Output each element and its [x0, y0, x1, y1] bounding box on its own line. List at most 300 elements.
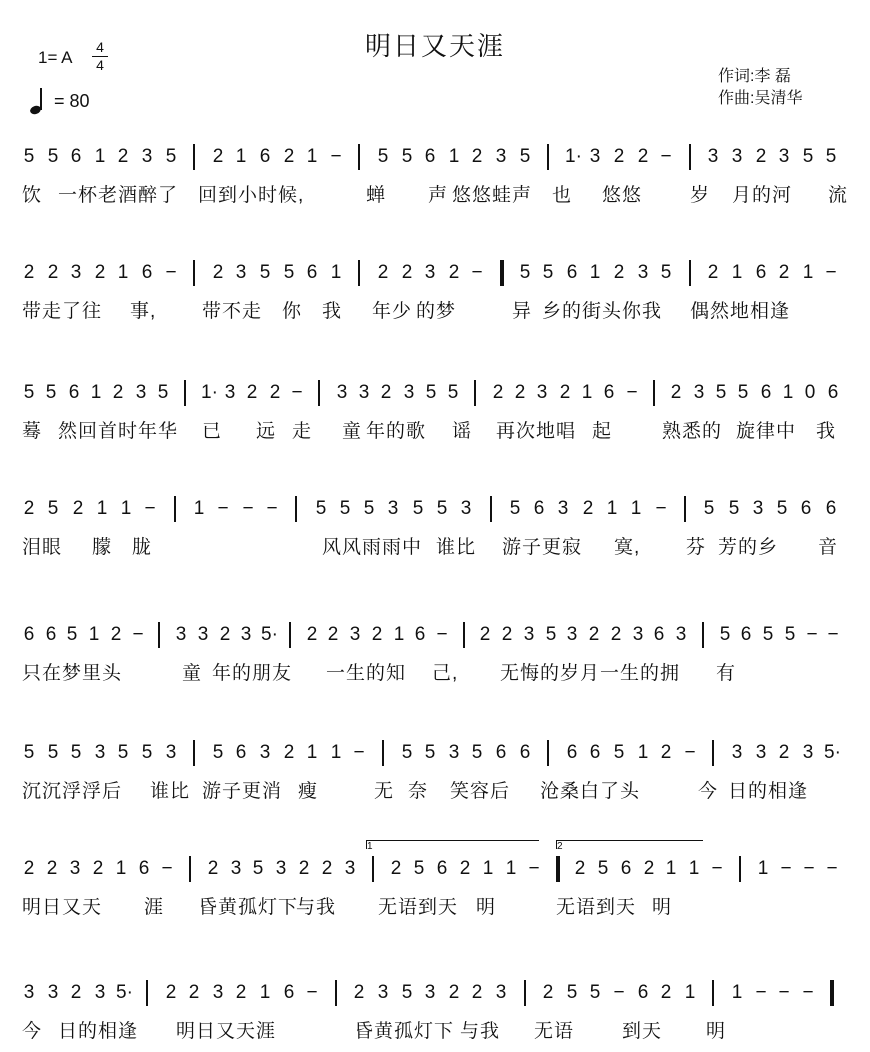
- note: 5: [141, 742, 153, 763]
- note: −: [436, 624, 448, 645]
- note: 1: [448, 146, 460, 167]
- note: 1: [120, 498, 132, 519]
- note: 2: [212, 146, 224, 167]
- note: 2: [574, 858, 586, 879]
- lyric: 明: [706, 1021, 727, 1042]
- lyric: 也: [552, 185, 573, 206]
- note: 3: [637, 262, 649, 283]
- note: 3: [235, 262, 247, 283]
- lyric: 明: [652, 897, 673, 918]
- lyric: 无: [374, 781, 395, 802]
- lyric: 谁比: [150, 781, 191, 802]
- lyric: 风风雨雨中: [322, 537, 423, 558]
- barline: [830, 980, 834, 1006]
- note: −: [613, 982, 625, 1003]
- key-signature: 1= A: [38, 48, 73, 67]
- barline: [712, 980, 714, 1006]
- lyric: 沧桑白了头: [540, 781, 641, 802]
- note: 1: [96, 498, 108, 519]
- note: 5: [47, 742, 59, 763]
- note: 2: [327, 624, 339, 645]
- note: 2: [390, 858, 402, 879]
- note: 2: [70, 982, 82, 1003]
- note: 3: [589, 146, 601, 167]
- lyric: 日的相逢: [58, 1021, 139, 1042]
- barline: [158, 622, 160, 648]
- note: 5: [66, 624, 78, 645]
- lyric: 寞,: [614, 537, 641, 558]
- lyric: 音: [818, 537, 839, 558]
- note: 5: [252, 858, 264, 879]
- score-system: [22, 372, 848, 452]
- note: 6: [495, 742, 507, 763]
- note: 1: [94, 146, 106, 167]
- lyric: 今: [22, 1021, 43, 1042]
- note: 2: [246, 382, 258, 403]
- barline: [547, 144, 549, 170]
- barline: [500, 260, 504, 286]
- score-system: [22, 614, 848, 694]
- note: 6: [620, 858, 632, 879]
- notes-line: [22, 372, 848, 412]
- note: 2: [707, 262, 719, 283]
- note: 1: [581, 382, 593, 403]
- note: 5: [660, 262, 672, 283]
- barline: [702, 622, 704, 648]
- note: 5: [70, 742, 82, 763]
- note: 5: [212, 742, 224, 763]
- barline: [174, 496, 176, 522]
- lyric: 声: [428, 185, 449, 206]
- note: 3: [448, 742, 460, 763]
- score-system: [22, 488, 848, 568]
- note: 5: [117, 742, 129, 763]
- note: 1: [259, 982, 271, 1003]
- lyrics-line: [22, 776, 848, 804]
- note: 3: [778, 146, 790, 167]
- note: 2: [269, 382, 281, 403]
- lyric: 无语: [534, 1021, 575, 1042]
- note: 2: [559, 382, 571, 403]
- note: 2: [492, 382, 504, 403]
- lyric: 回到小时候,: [198, 185, 305, 206]
- lyric: 一杯老酒醉了: [58, 185, 179, 206]
- credits: [718, 66, 802, 110]
- barline: [372, 856, 374, 882]
- note: 2: [471, 146, 483, 167]
- barline: [524, 980, 526, 1006]
- note: −: [825, 262, 837, 283]
- note: 2: [371, 624, 383, 645]
- note: −: [780, 858, 792, 879]
- note: 2: [283, 742, 295, 763]
- lyric: 涯: [256, 1021, 277, 1042]
- note: 3: [165, 742, 177, 763]
- note: 2: [613, 146, 625, 167]
- note: 2: [637, 146, 649, 167]
- note: 1: [782, 382, 794, 403]
- note: −: [242, 498, 254, 519]
- note: 0: [804, 382, 816, 403]
- note: 2: [588, 624, 600, 645]
- note: 3: [495, 982, 507, 1003]
- note: 5·: [116, 982, 133, 1003]
- note: 6: [653, 624, 665, 645]
- lyric: 已: [202, 421, 223, 442]
- note: 5: [519, 262, 531, 283]
- barline: [463, 622, 465, 648]
- lyric: 饮: [22, 185, 43, 206]
- notes-line: [22, 488, 848, 528]
- note: 2: [401, 262, 413, 283]
- note: 6: [566, 262, 578, 283]
- note: 5: [737, 382, 749, 403]
- note: 2: [23, 262, 35, 283]
- note: 6: [760, 382, 772, 403]
- note: −: [802, 982, 814, 1003]
- lyric: 我: [816, 421, 837, 442]
- barline: [289, 622, 291, 648]
- note: 5: [339, 498, 351, 519]
- note: 5: [47, 498, 59, 519]
- note: 2: [219, 624, 231, 645]
- note: 6: [740, 624, 752, 645]
- note: 5: [447, 382, 459, 403]
- note: −: [684, 742, 696, 763]
- note: 3: [523, 624, 535, 645]
- notes-line: [22, 136, 848, 176]
- note: −: [778, 982, 790, 1003]
- note: 3: [69, 858, 81, 879]
- note: 5: [401, 146, 413, 167]
- note: 3: [566, 624, 578, 645]
- lyric: 带不走: [202, 301, 263, 322]
- barline: [490, 496, 492, 522]
- note: 5: [784, 624, 796, 645]
- note: 3: [755, 742, 767, 763]
- note: −: [626, 382, 638, 403]
- note: 5: [613, 742, 625, 763]
- note: 2: [755, 146, 767, 167]
- lyric: 到天: [622, 1021, 663, 1042]
- note: 2: [47, 262, 59, 283]
- note: −: [132, 624, 144, 645]
- score-system: [22, 732, 848, 812]
- note: 2: [23, 858, 35, 879]
- lyric: 走: [292, 421, 313, 442]
- note: 2: [117, 146, 129, 167]
- note: 2: [501, 624, 513, 645]
- note: −: [330, 146, 342, 167]
- lyric: 芬: [686, 537, 707, 558]
- lyric: 我: [322, 301, 343, 322]
- lyric: 童: [182, 663, 203, 684]
- barline: [193, 144, 195, 170]
- lyric: 年的朋友: [212, 663, 293, 684]
- note: 2: [448, 262, 460, 283]
- note: 3: [377, 982, 389, 1003]
- note: 6: [306, 262, 318, 283]
- note: 2: [778, 742, 790, 763]
- lyric: 然回首时年华: [58, 421, 179, 442]
- note: 5: [47, 146, 59, 167]
- lyric: 异: [512, 301, 533, 322]
- lyric: 偶然地相逢: [690, 301, 791, 322]
- score-system: [22, 972, 848, 1052]
- lyric: 年少: [372, 301, 413, 322]
- note: 3: [212, 982, 224, 1003]
- note: 2: [165, 982, 177, 1003]
- lyric: 旋律中: [736, 421, 797, 442]
- note: 3: [94, 742, 106, 763]
- note: 2: [660, 742, 672, 763]
- note: 3: [387, 498, 399, 519]
- note: 5: [825, 146, 837, 167]
- note: 5: [436, 498, 448, 519]
- note: 3: [693, 382, 705, 403]
- note: 5: [315, 498, 327, 519]
- note: 1: [630, 498, 642, 519]
- note: 3: [675, 624, 687, 645]
- note: 1·: [201, 382, 218, 403]
- lyric: 游子更寂: [502, 537, 583, 558]
- note: 3: [707, 146, 719, 167]
- note: 5: [776, 498, 788, 519]
- note: 1: [731, 982, 743, 1003]
- lyric: 今: [698, 781, 719, 802]
- note: 6: [519, 742, 531, 763]
- lyric: 远: [256, 421, 277, 442]
- note: 6: [235, 742, 247, 763]
- note: 3: [731, 146, 743, 167]
- note: 2: [46, 858, 58, 879]
- note: 1: [330, 742, 342, 763]
- note: 1: [688, 858, 700, 879]
- note: 3: [224, 382, 236, 403]
- lyric: 明日又天: [22, 897, 103, 918]
- note: 6: [259, 146, 271, 167]
- note: 5: [401, 982, 413, 1003]
- note: 1: [90, 382, 102, 403]
- note: 5·: [261, 624, 278, 645]
- note: 1: [684, 982, 696, 1003]
- note: 2: [670, 382, 682, 403]
- note: 3: [536, 382, 548, 403]
- note: 5: [509, 498, 521, 519]
- note: 5: [703, 498, 715, 519]
- note: 1: [731, 262, 743, 283]
- note: −: [660, 146, 672, 167]
- note: 2: [377, 262, 389, 283]
- note: 1: [505, 858, 517, 879]
- note: 2: [613, 262, 625, 283]
- lyric: 胧: [132, 537, 153, 558]
- note: −: [528, 858, 540, 879]
- lyric: 的梦: [416, 301, 457, 322]
- barline: [474, 380, 476, 406]
- note: −: [711, 858, 723, 879]
- note: 2: [353, 982, 365, 1003]
- note: 5: [424, 742, 436, 763]
- note: −: [266, 498, 278, 519]
- barline: [684, 496, 686, 522]
- lyric: 一生的知: [326, 663, 407, 684]
- score-system: [22, 252, 848, 332]
- note: 2: [112, 382, 124, 403]
- note: 5: [589, 982, 601, 1003]
- lyric: 只在梦里头: [22, 663, 123, 684]
- barline: [556, 856, 560, 882]
- lyric: 日的相逢: [728, 781, 809, 802]
- note: 1: [665, 858, 677, 879]
- note: 3: [240, 624, 252, 645]
- note: 3: [230, 858, 242, 879]
- note: 3: [344, 858, 356, 879]
- barline: [358, 144, 360, 170]
- note: 2: [235, 982, 247, 1003]
- note: 5: [728, 498, 740, 519]
- barline: [739, 856, 741, 882]
- note: −: [655, 498, 667, 519]
- note: 2: [643, 858, 655, 879]
- note: 6: [436, 858, 448, 879]
- note: 1: [802, 262, 814, 283]
- note: 6: [566, 742, 578, 763]
- note: 5: [412, 498, 424, 519]
- note: 6: [424, 146, 436, 167]
- note: 3: [135, 382, 147, 403]
- note: 5: [23, 146, 35, 167]
- lyric: 悠悠蛙声: [452, 185, 533, 206]
- note: 3: [47, 982, 59, 1003]
- lyrics-line: [22, 416, 848, 444]
- note: 1: [235, 146, 247, 167]
- note: −: [161, 858, 173, 879]
- note: 1: [193, 498, 205, 519]
- note: 1·: [565, 146, 582, 167]
- note: −: [806, 624, 818, 645]
- note: 2: [94, 262, 106, 283]
- note: 5: [401, 742, 413, 763]
- note: 5: [519, 146, 531, 167]
- note: 3: [259, 742, 271, 763]
- lyric: 笑容后: [450, 781, 511, 802]
- note: 6: [23, 624, 35, 645]
- note: 5: [259, 262, 271, 283]
- note: −: [144, 498, 156, 519]
- note: 1: [306, 742, 318, 763]
- quarter-note-icon: [30, 88, 44, 114]
- note: 5: [597, 858, 609, 879]
- note: 6: [589, 742, 601, 763]
- notes-line: [22, 252, 848, 292]
- note: 5: [165, 146, 177, 167]
- note: 1: [589, 262, 601, 283]
- note: 2: [459, 858, 471, 879]
- note: 5: [542, 262, 554, 283]
- note: −: [755, 982, 767, 1003]
- page-title: 明日又天涯: [364, 31, 505, 61]
- lyric: 带走了往: [22, 301, 103, 322]
- note: 6: [825, 498, 837, 519]
- note: −: [217, 498, 229, 519]
- note: 2: [542, 982, 554, 1003]
- lyric: 蓦: [22, 421, 43, 442]
- note: 2: [610, 624, 622, 645]
- lyric: 朦: [92, 537, 113, 558]
- note: 3: [424, 262, 436, 283]
- lyric: 奈: [408, 781, 429, 802]
- notes-line: [22, 972, 848, 1012]
- note: 5: [719, 624, 731, 645]
- note: 2: [92, 858, 104, 879]
- note: 3: [175, 624, 187, 645]
- note: 3: [358, 382, 370, 403]
- note: 5: [23, 742, 35, 763]
- note: 5: [802, 146, 814, 167]
- note: 2: [207, 858, 219, 879]
- barline: [335, 980, 337, 1006]
- lyric: 芳的乡: [718, 537, 779, 558]
- lyrics-line: [22, 296, 848, 324]
- note: 3: [94, 982, 106, 1003]
- score-system: [22, 841, 848, 928]
- lyrics-line: [22, 532, 848, 560]
- note: 2: [110, 624, 122, 645]
- note: 5: [413, 858, 425, 879]
- lyric: 悠悠: [602, 185, 643, 206]
- volta-1: 1: [366, 840, 539, 849]
- note: 3: [460, 498, 472, 519]
- note: 5: [45, 382, 57, 403]
- barline: [358, 260, 360, 286]
- note: 1: [115, 858, 127, 879]
- barline: [547, 740, 549, 766]
- note: 1: [393, 624, 405, 645]
- barline: [689, 144, 691, 170]
- note: 6: [414, 624, 426, 645]
- barline: [318, 380, 320, 406]
- note: −: [826, 858, 838, 879]
- barline: [184, 380, 186, 406]
- score-system: [22, 136, 848, 216]
- time-signature-top: 4: [96, 39, 104, 55]
- barline: [189, 856, 191, 882]
- note: 5: [377, 146, 389, 167]
- note: 5: [471, 742, 483, 763]
- note: 2: [479, 624, 491, 645]
- lyric: 无悔的岁月一生的拥: [500, 663, 681, 684]
- note: 6: [141, 262, 153, 283]
- lyricist: 作词:李 磊: [718, 68, 791, 85]
- lyric: 己,: [432, 663, 459, 684]
- time-signature-bottom: 4: [96, 57, 104, 73]
- lyric: 瘦: [298, 781, 319, 802]
- time-signature: [92, 40, 108, 73]
- lyric: 涯: [144, 897, 165, 918]
- lyric: 沉沉浮浮后: [22, 781, 123, 802]
- note: 3: [495, 146, 507, 167]
- note: 5: [715, 382, 727, 403]
- note: 6: [755, 262, 767, 283]
- lyric: 泪眼: [22, 537, 63, 558]
- note: 5·: [824, 742, 841, 763]
- notes-line: [22, 614, 848, 654]
- note: 2: [188, 982, 200, 1003]
- lyric: 无语到天: [556, 897, 637, 918]
- note: −: [471, 262, 483, 283]
- note: 2: [23, 498, 35, 519]
